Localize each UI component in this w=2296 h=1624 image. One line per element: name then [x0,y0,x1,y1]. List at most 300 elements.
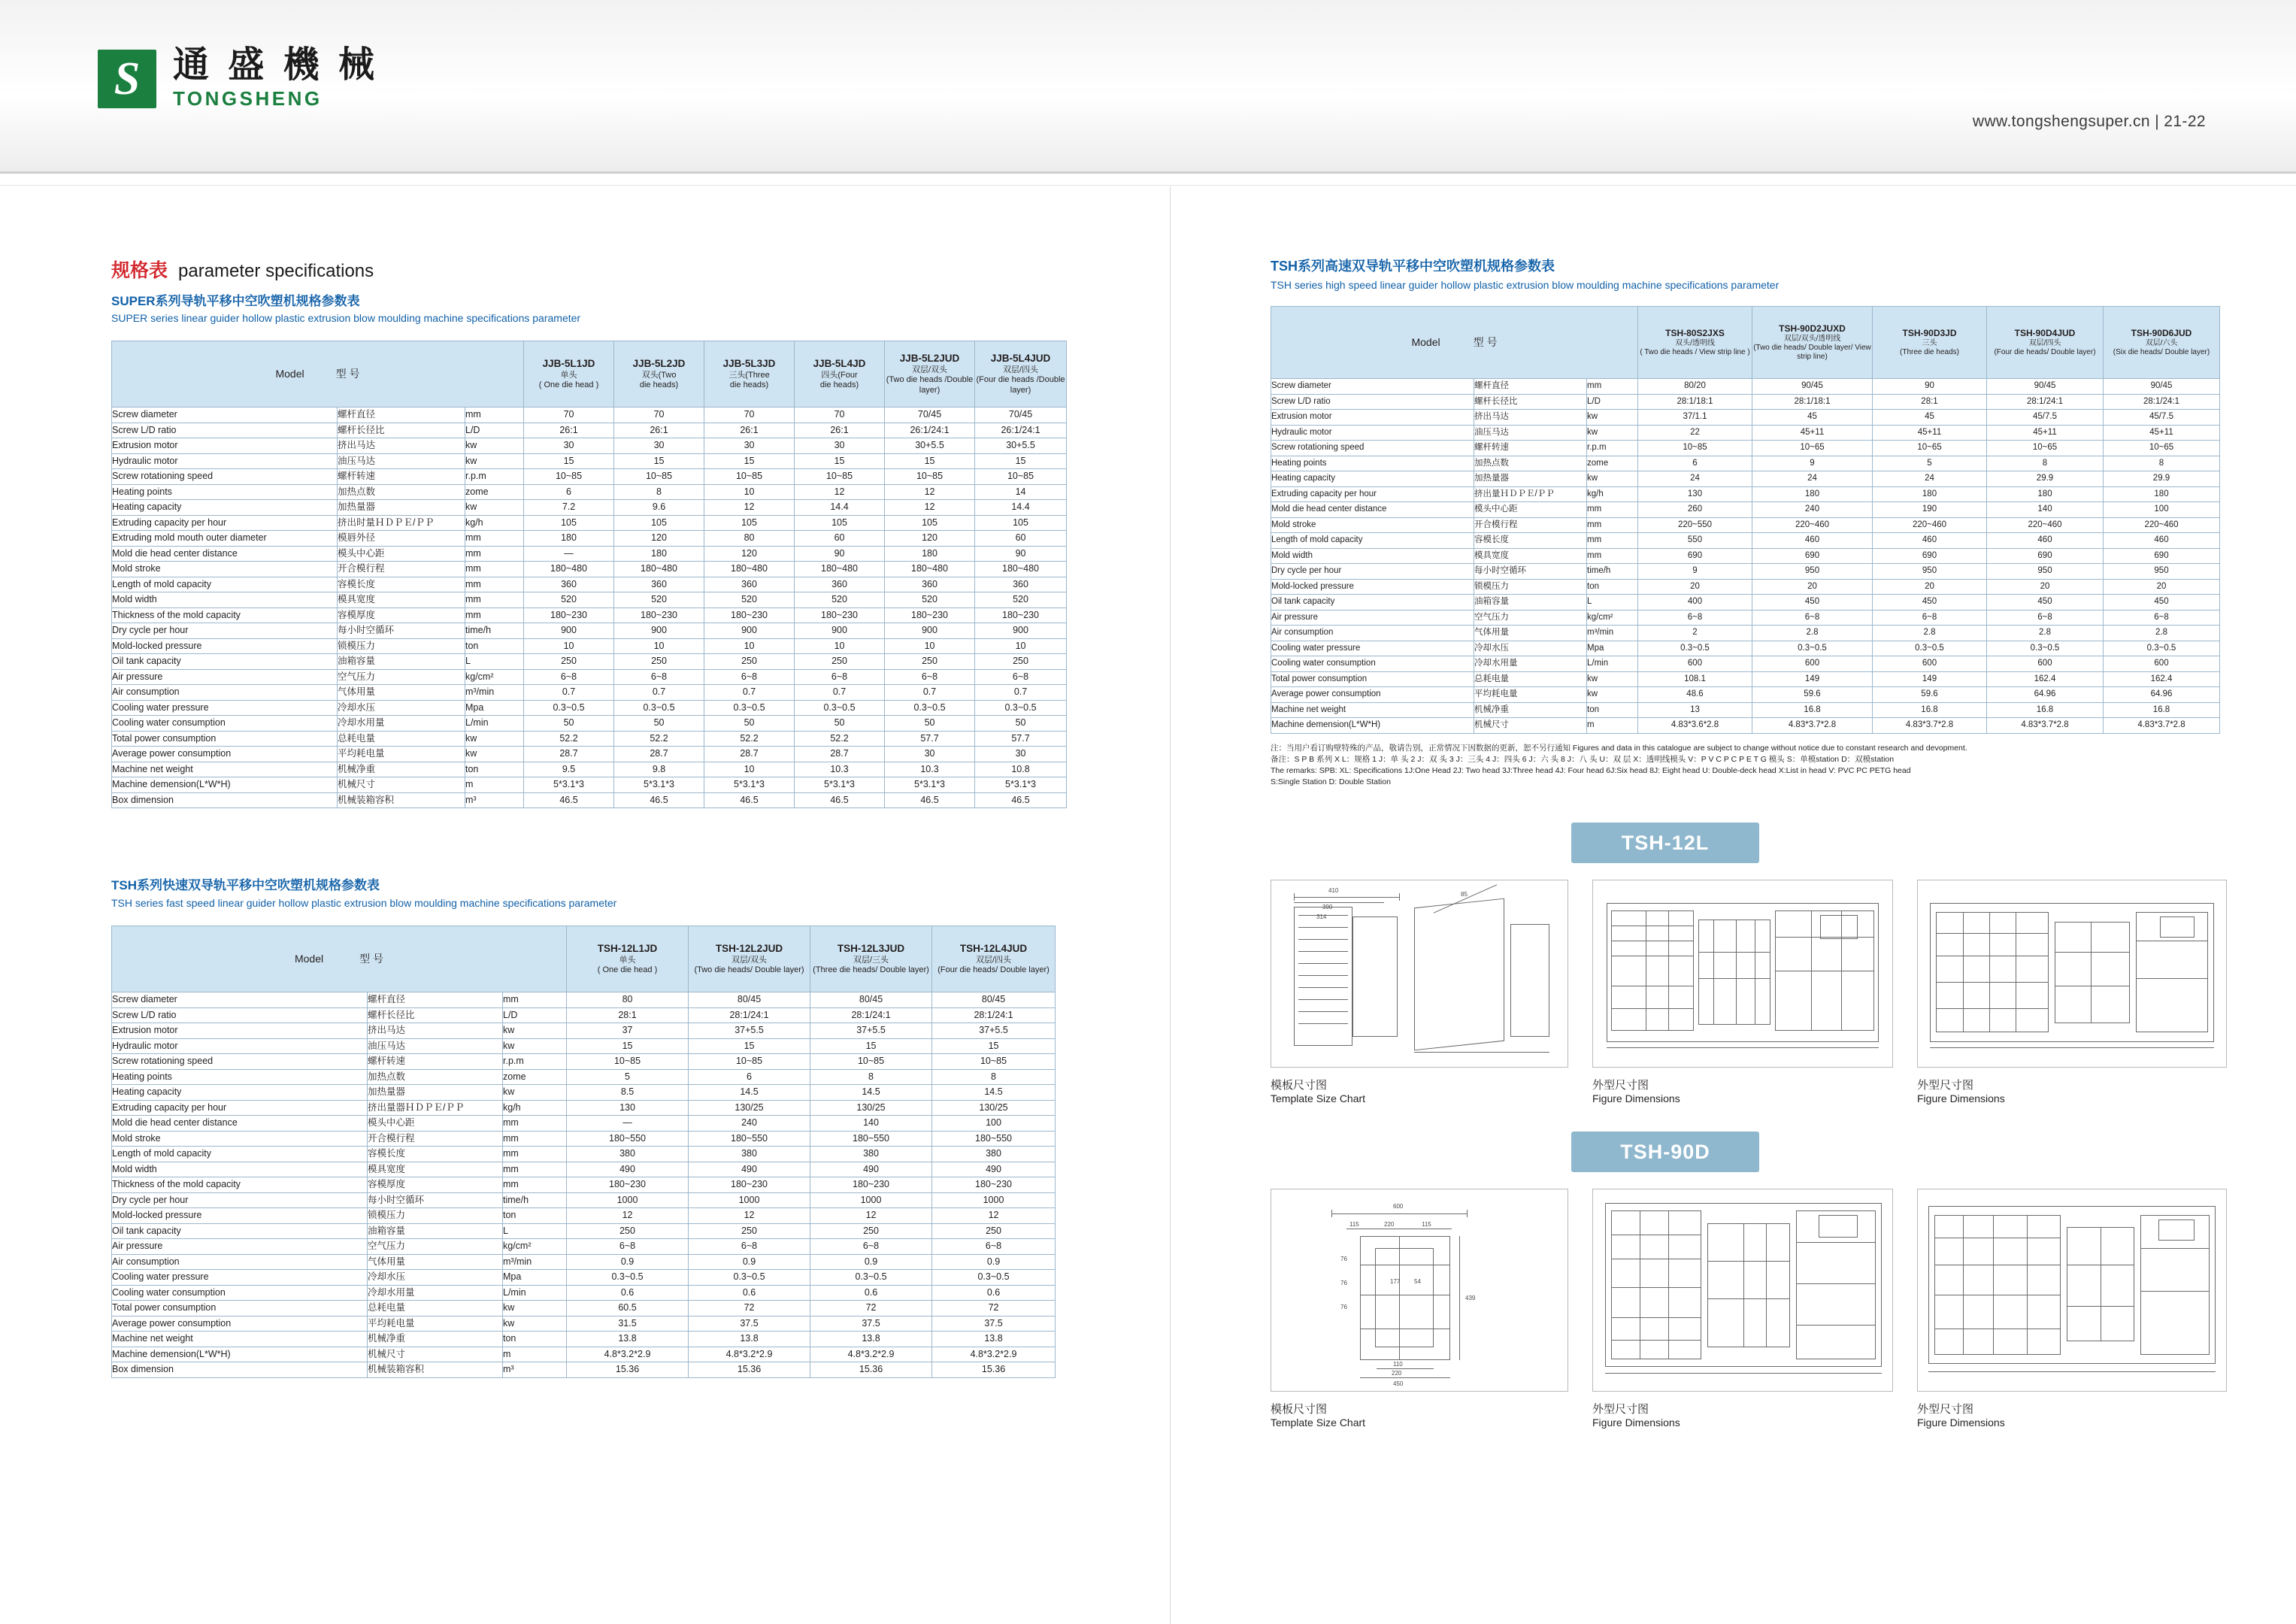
table-row [1271,502,2220,518]
cell-value: 70/45 [975,408,1067,423]
row-label-cn: 油箱容量 [338,654,465,670]
model-name: JJB-5L2JD [632,357,686,369]
super-model-header [112,341,524,408]
cell-value: 180~480 [524,562,614,577]
cell-value: 12 [704,500,795,516]
model-en: ( One die head ) [597,965,658,974]
cell-value: 6~8 [1752,610,1873,626]
cell-value: 72 [689,1301,810,1316]
cell-value: 60 [975,531,1067,547]
model-name: JJB-5L2JUD [899,353,960,365]
cell-value: 37.5 [932,1316,1056,1332]
cell-value: 9 [1752,456,1873,471]
row-label-cn: 加热点数 [368,1069,503,1085]
model-en: (Four die heads/ Double layer) [937,965,1050,974]
website-url: www.tongshengsuper.cn | 21-22 [1972,113,2206,130]
row-unit: r.p.m [1587,441,1638,456]
model-en: (Two die heads/ Double layer) [694,965,804,974]
row-label-cn: 开合模行程 [338,562,465,577]
logo-name-en: TONGSHENG [173,87,323,111]
cell-value: 26:1 [795,423,885,438]
dim-label-600: 600 [1393,1203,1404,1210]
cell-value: 0.3~0.5 [524,700,614,716]
cell-value: 4.8*3.2*2.9 [689,1347,810,1362]
cell-value: 10.3 [795,762,885,777]
badge-tsh-90d: TSH-90D [1571,1132,1759,1172]
row-label-en: Air pressure [1271,610,1474,626]
row-unit: kw [503,1301,567,1316]
row-unit: time/h [465,623,524,639]
cell-value: 8.5 [567,1085,689,1101]
row-label-en: Length of mold capacity [112,1147,368,1162]
cell-value: 5*3.1*3 [524,777,614,793]
cell-value: 190 [1873,502,1987,518]
row-label-en: Heating capacity [112,1085,368,1101]
cell-value: 180 [524,531,614,547]
cell-value: 45 [1873,410,1987,426]
left-section-title [111,256,1111,283]
tsh-hs-model-col-3 [1987,307,2104,379]
row-unit: L [465,654,524,670]
cell-value: 120 [885,531,975,547]
cell-value: 0.7 [975,685,1067,701]
table-row [112,623,1067,639]
model-cn: 单头 [619,955,636,965]
row-label-en: Hydraulic motor [112,453,338,469]
row-label-cn: 锁模压力 [338,638,465,654]
row-unit: kw [465,438,524,454]
cell-value: 28:1/24:1 [1987,394,2104,410]
row-unit: mm [465,531,524,547]
cell-value: 52.2 [614,731,704,747]
row-label-cn: 模具宽度 [1474,548,1587,564]
model-name: TSH-12L1JD [597,942,658,954]
cell-value: 37 [567,1023,689,1039]
row-label-cn: 气体用量 [338,685,465,701]
cell-value: 690 [1752,548,1873,564]
row-label-en: Mold stroke [112,1131,368,1147]
cell-value: 15 [704,453,795,469]
row-unit: ton [1587,579,1638,595]
caption2-cn-3: 外型尺寸图 [1917,1403,1974,1416]
cell-value: 37+5.5 [932,1023,1056,1039]
row-label-cn: 开合模行程 [1474,517,1587,533]
cell-value: 24 [1752,471,1873,487]
model-en: (Three die heads) [1900,348,1959,356]
cell-value: 30 [704,438,795,454]
row-unit: m [1587,718,1638,734]
row-label-cn: 空气压力 [1474,610,1587,626]
model-name: JJB-5L1JD [542,357,595,369]
table-row [112,1147,1056,1162]
row-label-en: Total power consumption [1271,671,1474,687]
cell-value: 250 [524,654,614,670]
row-label-en: Air consumption [112,1254,368,1270]
cell-value: 15 [689,1038,810,1054]
cell-value: 250 [567,1223,689,1239]
cell-value: 10 [704,638,795,654]
row-label-en: Cooling water pressure [1271,641,1474,656]
row-unit: m³/min [465,685,524,701]
cell-value: 59.6 [1873,687,1987,703]
model-name: TSH-12L4JUD [959,942,1028,954]
cell-value: 60.5 [567,1301,689,1316]
row-unit: ton [503,1208,567,1224]
table-row [112,607,1067,623]
model-en: (Two die heads/ Double layer/ View strip line) [1753,344,1871,361]
row-label-cn: 冷却水用量 [1474,656,1587,672]
row-label-en: Extruding capacity per hour [112,1100,368,1116]
row-label-cn: 挤出马达 [338,438,465,454]
cell-value: 12 [810,1208,932,1224]
cell-value: 0.6 [810,1285,932,1301]
row-label-en: Box dimension [112,792,338,808]
cell-value: 64.96 [1987,687,2104,703]
cell-value: 105 [795,515,885,531]
caption2-cn-2: 外型尺寸图 [1592,1403,1649,1416]
table-row [112,1023,1056,1039]
cell-value: 6~8 [810,1239,932,1255]
cell-value: 380 [810,1147,932,1162]
cell-value: 0.9 [689,1254,810,1270]
row-unit: mm [1587,502,1638,518]
cell-value: 600 [1752,656,1873,672]
cell-value: 45/7.5 [1987,410,2104,426]
row-label-en: Mold width [112,1162,368,1177]
row-unit: kg/h [465,515,524,531]
cell-value: — [567,1116,689,1132]
row-label-cn: 模具宽度 [368,1162,503,1177]
table-row [1271,394,2220,410]
cell-value: 10~85 [810,1054,932,1070]
model-label-en: Model [1411,335,1440,348]
cell-value: 900 [795,623,885,639]
cell-value: 0.7 [885,685,975,701]
cell-value: 7.2 [524,500,614,516]
cell-value: 14.5 [932,1085,1056,1101]
cell-value: 690 [1638,548,1752,564]
cell-value: 180~480 [704,562,795,577]
row-label-en: Average power consumption [112,1316,368,1332]
row-unit: ton [503,1332,567,1347]
model-name: TSH-90D3JD [1902,328,1957,338]
cell-value: 45 [1752,410,1873,426]
left-page [111,256,1111,1378]
cell-value: 900 [885,623,975,639]
cell-value: 10~85 [614,469,704,485]
row-label-en: Extruding capacity per hour [1271,486,1474,502]
cell-value: 600 [1987,656,2104,672]
caption-en-1: Template Size Chart [1271,1092,1366,1105]
cell-value: 10~85 [975,469,1067,485]
row-unit: mm [1587,533,1638,549]
row-label-cn: 每小时空循环 [1474,564,1587,580]
table-row [112,1177,1056,1193]
table-row [1271,626,2220,641]
row-unit: r.p.m [503,1054,567,1070]
row-label-en: Cooling water consumption [1271,656,1474,672]
cell-value: 0.3~0.5 [1638,641,1752,656]
table-row [112,1332,1056,1347]
row-unit: kw [1587,425,1638,441]
cell-value: 250 [795,654,885,670]
model-label-en: Model [275,367,304,380]
row-label-cn: 模头中心距 [338,546,465,562]
cell-value: 180~230 [795,607,885,623]
table-row [112,638,1067,654]
cell-value: 149 [1752,671,1873,687]
row-unit: mm [1587,517,1638,533]
tsh-fast-subtitle-en: TSH series fast speed linear guider hollow plastic extrusion blow moulding machine specifications parameter [111,897,617,909]
model-name: JJB-5L3JD [722,357,776,369]
row-label-cn: 加热点数 [338,484,465,500]
cell-value: 57.7 [885,731,975,747]
model-cn: 三头 [1922,339,1937,347]
cell-value: 30 [614,438,704,454]
cell-value: 950 [2104,564,2220,580]
cell-value: 45+11 [2104,425,2220,441]
cell-value: 4.83*3.7*2.8 [1752,718,1873,734]
cell-value: 10 [704,484,795,500]
row-label-cn: 空气压力 [368,1239,503,1255]
drawing-row-2 [1271,1189,2233,1429]
cell-value: 15.36 [810,1362,932,1378]
cell-value: 90/45 [1987,379,2104,395]
cell-value: 10~85 [1638,441,1752,456]
cell-value: 10~85 [524,469,614,485]
cell-value: 450 [1752,595,1873,611]
cell-value: 250 [885,654,975,670]
cell-value: 46.5 [975,792,1067,808]
row-label-cn: 挤出量ＨＤＰＥ/ＰＰ [1474,486,1587,502]
model-cn: 双层/三头 [853,955,889,965]
row-label-en: Extrusion motor [1271,410,1474,426]
table-row [112,1316,1056,1332]
table-row [112,1239,1056,1255]
row-label-cn: 空气压力 [338,669,465,685]
cell-value: 90 [975,546,1067,562]
table-row [112,992,1056,1008]
row-label-en: Length of mold capacity [112,577,338,592]
row-unit: m [465,777,524,793]
cell-value: 15 [795,453,885,469]
cell-value: 460 [1987,533,2104,549]
table-row [1271,671,2220,687]
cell-value: 180~550 [567,1131,689,1147]
cell-value: 12 [885,500,975,516]
cell-value: 46.5 [704,792,795,808]
row-unit: kw [503,1316,567,1332]
table-row [1271,687,2220,703]
cell-value: 108.1 [1638,671,1752,687]
row-unit: mm [465,562,524,577]
tsh-hs-model-col-1 [1752,307,1873,379]
cell-value: 520 [524,592,614,608]
cell-value: 520 [975,592,1067,608]
table-row [112,1192,1056,1208]
row-label-en: Oil tank capacity [112,1223,368,1239]
dim-label-220: 220 [1384,1221,1395,1229]
cell-value: 6~8 [689,1239,810,1255]
row-label-en: Mold die head center distance [112,1116,368,1132]
row-label-cn: 模头中心距 [1474,502,1587,518]
cell-value: 6 [1638,456,1752,471]
row-label-cn: 每小时空循环 [338,623,465,639]
row-unit: ton [465,762,524,777]
row-unit: time/h [503,1192,567,1208]
row-unit: L/min [1587,656,1638,672]
row-label-cn: 油压马达 [368,1038,503,1054]
row-label-en: Mold die head center distance [1271,502,1474,518]
cell-value: 6~8 [1638,610,1752,626]
cell-value: 140 [1987,502,2104,518]
row-unit: L/D [465,423,524,438]
cell-value: 8 [614,484,704,500]
cell-value: 90 [1873,379,1987,395]
cell-value: 180 [2104,486,2220,502]
super-model-col-3 [795,341,885,408]
cell-value: 6~8 [704,669,795,685]
caption-cn-1: 模板尺寸图 [1271,1079,1328,1092]
cell-value: 9 [1638,564,1752,580]
dim-label-390: 390 [1322,904,1333,911]
table-row [1271,641,2220,656]
tsh-fast-spec-table [111,926,1056,1378]
cell-value: 26:1 [524,423,614,438]
row-unit: L [503,1223,567,1239]
model-label-en: Model [294,952,324,965]
table-row [112,1069,1056,1085]
cell-value: 180~230 [614,607,704,623]
model-en: die heads) [639,380,679,389]
row-label-cn: 平均耗电量 [338,747,465,762]
cell-value: 10~65 [1752,441,1873,456]
dim-label-115b: 115 [1422,1221,1431,1229]
cell-value: 360 [885,577,975,592]
cell-value: 105 [524,515,614,531]
logo-mark-icon [98,50,156,108]
model-cn: 双层/六头 [2145,339,2178,347]
cell-value: 180~230 [975,607,1067,623]
cell-value: 5*3.1*3 [795,777,885,793]
cell-value: 20 [1987,579,2104,595]
cell-value: 70 [704,408,795,423]
table-row [1271,702,2220,718]
cell-value: 2 [1638,626,1752,641]
table-row [112,654,1067,670]
row-label-en: Thickness of the mold capacity [112,607,338,623]
cell-value: 46.5 [614,792,704,808]
model-cn: 双层/双头/透明线 [1783,335,1841,343]
row-label-en: Oil tank capacity [1271,595,1474,611]
cell-value: 24 [1873,471,1987,487]
super-model-col-5 [975,341,1067,408]
table-row [112,716,1067,732]
cell-value: 15 [932,1038,1056,1054]
cell-value: 10 [795,638,885,654]
table-row [112,792,1067,808]
row-label-cn: 螺杆转速 [338,469,465,485]
row-label-en: Total power consumption [112,731,338,747]
row-label-cn: 开合模行程 [368,1131,503,1147]
cell-value: 0.7 [704,685,795,701]
dim-label-177: 177 [1390,1278,1401,1286]
row-unit: Mpa [465,700,524,716]
row-label-en: Air consumption [1271,626,1474,641]
cell-value: 80 [704,531,795,547]
row-label-cn: 螺杆转速 [1474,441,1587,456]
cell-value: 60 [795,531,885,547]
model-cn: 双层/四头 [2028,339,2061,347]
cell-value: 16.8 [1752,702,1873,718]
table-row [1271,564,2220,580]
cell-value: 30+5.5 [975,438,1067,454]
cell-value: 10~85 [885,469,975,485]
table-row [112,1054,1056,1070]
row-label-en: Heating capacity [112,500,338,516]
right-title-cn: TSH系列高速双导轨平移中空吹塑机规格参数表 [1271,259,1555,274]
cell-value: 50 [704,716,795,732]
row-label-cn: 加热量器 [368,1085,503,1101]
page-header [0,0,2296,173]
cell-value: 220~460 [1987,517,2104,533]
cell-value: 15 [614,453,704,469]
model-name: JJB-5L4JD [813,357,866,369]
cell-value: 6~8 [795,669,885,685]
row-unit: L/D [1587,394,1638,410]
row-label-en: Heating capacity [1271,471,1474,487]
row-label-en: Hydraulic motor [112,1038,368,1054]
cell-value: 28:1/24:1 [932,1007,1056,1023]
table-row [1271,410,2220,426]
cell-value: 250 [932,1223,1056,1239]
cell-value: 0.3~0.5 [795,700,885,716]
model-label-cn: 型 号 [359,952,384,965]
table-row [112,1131,1056,1147]
cell-value: 105 [614,515,704,531]
row-unit: kw [465,731,524,747]
tsh-hs-model-col-0 [1638,307,1752,379]
table-row [112,1254,1056,1270]
model-en: (Six die heads/ Double layer) [2113,348,2210,356]
cell-value: 260 [1638,502,1752,518]
model-label-cn: 型 号 [335,367,360,380]
cell-value: 6~8 [1873,610,1987,626]
figure-dimensions-3 [1592,1189,1893,1392]
row-label-cn: 容模长度 [338,577,465,592]
table-row [1271,718,2220,734]
cell-value: 30 [975,747,1067,762]
row-label-cn: 机械净重 [1474,702,1587,718]
row-label-en: Screw diameter [112,992,368,1008]
row-label-en: Thickness of the mold capacity [112,1177,368,1193]
cell-value: 70/45 [885,408,975,423]
cell-value: 8 [932,1069,1056,1085]
cell-value: 2.8 [2104,626,2220,641]
tsh-hs-model-col-4 [2104,307,2220,379]
model-name: JJB-5L4JUD [990,353,1051,365]
cell-value: 50 [975,716,1067,732]
cell-value: 5*3.1*3 [704,777,795,793]
table-row [1271,548,2220,564]
cell-value: 900 [614,623,704,639]
row-label-en: Average power consumption [112,747,338,762]
row-label-cn: 螺杆长径比 [1474,394,1587,410]
model-cn: 双层/四头 [975,955,1012,965]
cell-value: 37/1.1 [1638,410,1752,426]
cell-value: 120 [704,546,795,562]
row-label-en: Screw L/D ratio [112,423,338,438]
